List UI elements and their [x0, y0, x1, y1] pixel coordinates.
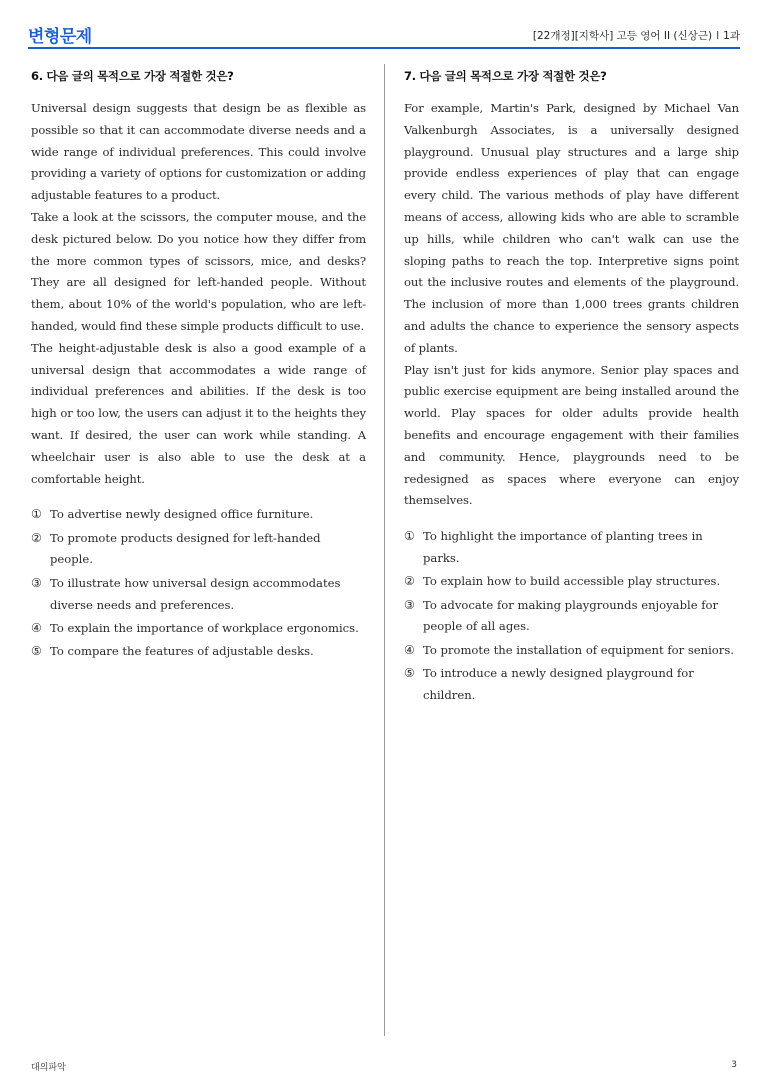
option-text: To promote the installation of equipment for seniors. [423, 642, 734, 657]
option-number: ① [404, 529, 415, 544]
option-text: To introduce a newly designed playground for children. [423, 665, 694, 702]
option-text: To advertise newly designed office furniture. [50, 507, 314, 522]
passage-paragraph: Take a look at the scissors, the computer mouse, and the desk pictured below. Do you notice how they differ from the more common types of scissors, mice, and desks? They are all designed for left-handed people. Without them, about 10% of the world's population, who are left-handed, would find these simple products difficult to use. [31, 209, 366, 333]
passage-paragraph: For example, Martin's Park, designed by Michael Van Valkenburgh Associates, is a universally designed playground. Unusual play structures and a large ship provide endless experiences of play that can engage every child. The various methods of play have different means of access, allowing kids who are able to scramble up hills, while children who can't walk can use the sloping paths to reach the top. Interpretive signs point out the inclusive routes and elements of the playground. The inclusion of more than 1,000 trees grants children and adults the chance to experience the sensory aspects of plants. [404, 101, 739, 355]
option-number: ⑤ [31, 644, 42, 659]
question-7-options [404, 526, 739, 706]
answer-option[interactable] [404, 526, 739, 570]
option-text: To explain the importance of workplace ergonomics. [50, 620, 359, 635]
question-7-passage [404, 98, 739, 512]
question-7-title: 7. 다음 글의 목적으로 가장 적절한 것은? [404, 69, 607, 83]
page-title: 변형문제 [28, 27, 92, 47]
answer-option[interactable] [31, 528, 366, 572]
answer-option[interactable] [31, 641, 366, 663]
answer-option[interactable] [31, 618, 366, 640]
option-text: To advocate for making playgrounds enjoyable for people of all ages. [423, 597, 719, 634]
answer-option[interactable] [31, 504, 366, 526]
option-number: ② [31, 530, 42, 545]
answer-option[interactable] [404, 640, 739, 662]
option-text: To promote products designed for left-handed people. [50, 530, 321, 567]
page-header [28, 18, 740, 50]
option-text: To compare the features of adjustable desks. [50, 644, 314, 659]
answer-option[interactable] [404, 663, 739, 707]
answer-option[interactable] [31, 573, 366, 617]
answer-option[interactable] [404, 571, 739, 593]
textbook-info: [22개정][지학사] 고등 영어 II (신상근) [532, 30, 713, 42]
option-text: To illustrate how universal design accommodates diverse needs and preferences. [50, 575, 341, 612]
header-info [533, 28, 740, 43]
passage-paragraph: Universal design suggests that design be as flexible as possible so that it can accommodate diverse needs and a wide range of individual preferences. This could involve providing a variety of options for customization or adding adjustable features to a product. [31, 101, 366, 203]
option-number: ② [404, 574, 415, 589]
header-separator: I [716, 30, 720, 42]
option-number: ③ [31, 575, 42, 590]
option-number: ① [31, 507, 42, 522]
header-rule [28, 47, 740, 49]
lesson-label: 1과 [723, 30, 740, 42]
question-6-passage [31, 98, 366, 490]
passage-paragraph: Play isn't just for kids anymore. Senior play spaces and public exercise equipment are being installed around the world. Play spaces for older adults provide health benefits and encourage engagement with their families and community. Hence, playgrounds need to be redesigned as spaces where everyone can enjoy themselves. [404, 362, 739, 508]
question-6-options [31, 504, 366, 663]
option-number: ③ [404, 597, 415, 612]
option-number: ⑤ [404, 665, 415, 680]
column-divider [384, 64, 385, 1036]
option-text: To highlight the importance of planting trees in parks. [423, 529, 703, 565]
question-6-title: 6. 다음 글의 목적으로 가장 적절한 것은? [31, 69, 234, 83]
passage-paragraph: The height-adjustable desk is also a good example of a universal design that accommodates a wide range of individual preferences and abilities. If the desk is too high or too low, the users can adjust it to the heights they want. If desired, the user can work while standing. A wheelchair user is also able to use the desk at a comfortable height. [31, 340, 366, 486]
option-number: ④ [404, 642, 415, 657]
option-number: ④ [31, 620, 42, 635]
answer-option[interactable] [404, 595, 739, 639]
option-text: To explain how to build accessible play structures. [423, 574, 721, 589]
page-number: 3 [731, 1060, 737, 1070]
footer-section-label: 대의파악 [31, 1063, 66, 1073]
question-7 [404, 68, 739, 708]
question-6 [31, 68, 366, 664]
